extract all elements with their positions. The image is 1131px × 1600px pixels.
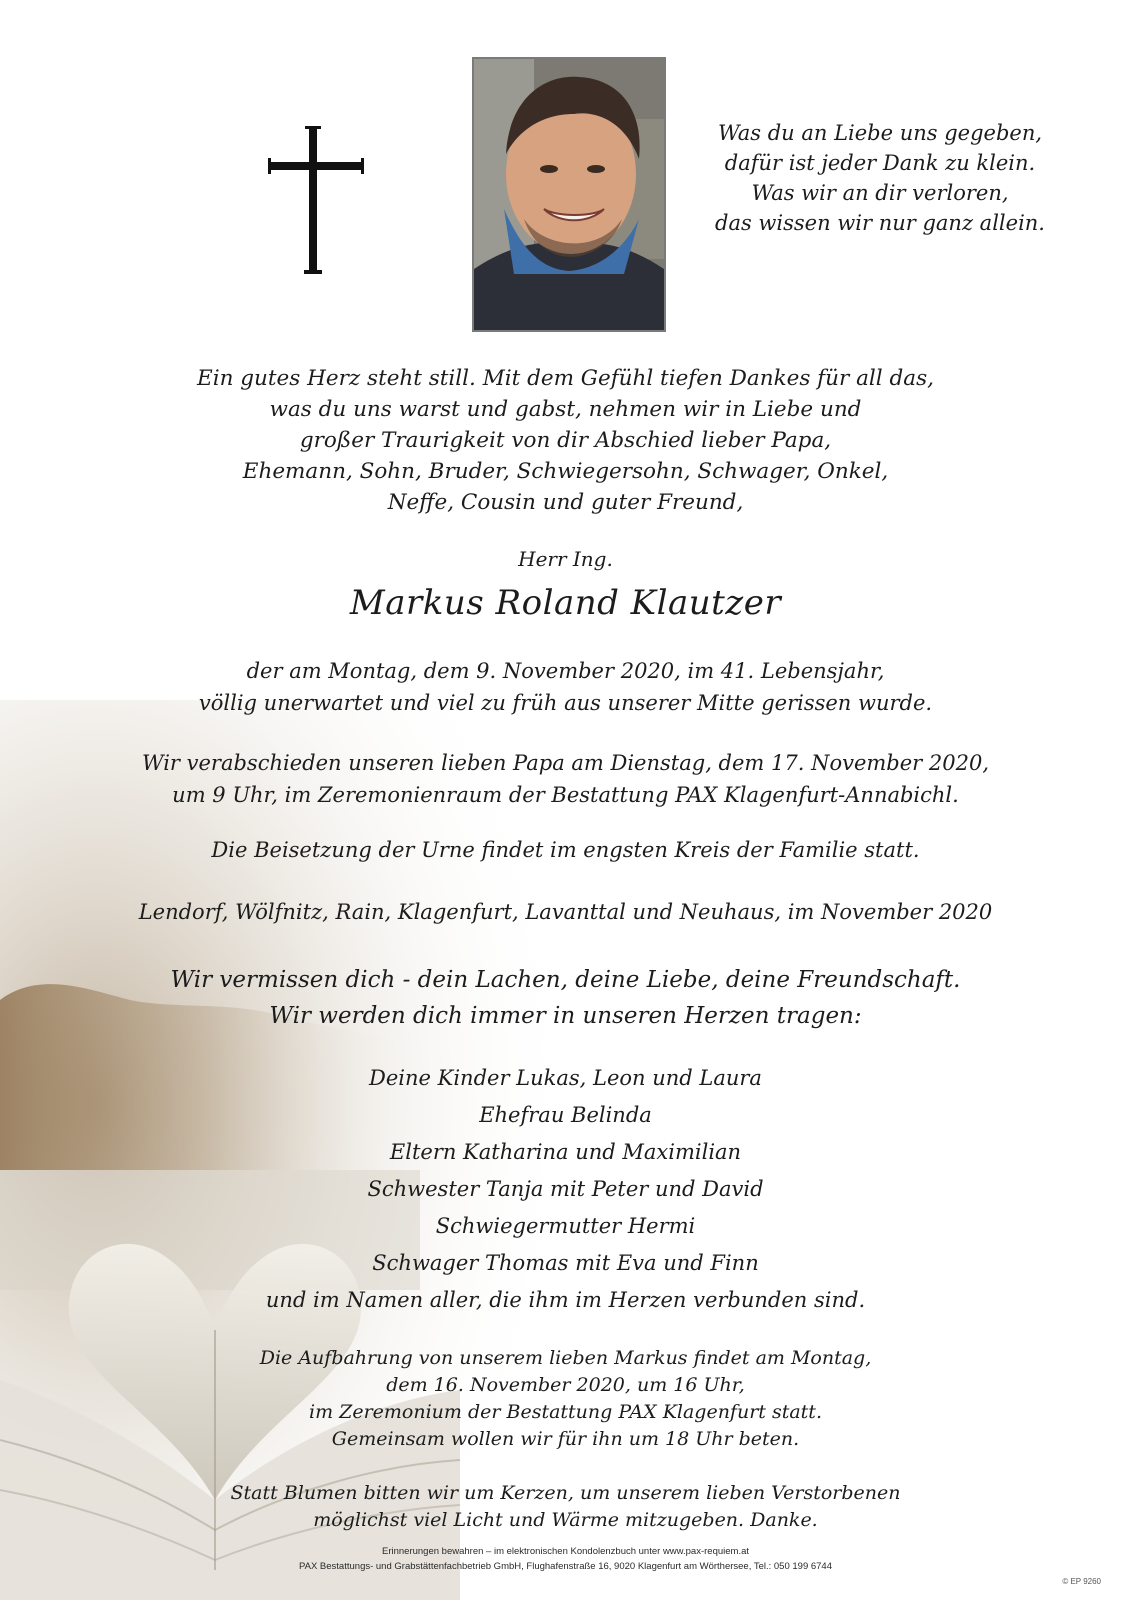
intro-line: Ein gutes Herz steht still. Mit dem Gefühl tiefen Dankes für all das, — [197, 366, 934, 391]
viewing-line: Die Aufbahrung von unserem lieben Markus findet am Montag, — [259, 1347, 872, 1369]
death-notice — [0, 655, 1131, 719]
farewell-notice — [0, 747, 1131, 811]
mourner-item: Eltern Katharina und Maximilian — [389, 1140, 742, 1164]
poem-line: Was wir an dir verloren, — [751, 181, 1009, 205]
footer — [0, 1544, 1131, 1574]
mourners-list — [0, 1060, 1131, 1319]
viewing-line: Gemeinsam wollen wir für ihn um 18 Uhr beten. — [331, 1428, 800, 1450]
portrait-photo — [472, 57, 666, 332]
viewing-line: dem 16. November 2020, um 16 Uhr, — [386, 1374, 745, 1396]
mourner-item: Ehefrau Belinda — [479, 1103, 652, 1127]
mourner-item: Schwester Tanja mit Peter und David — [367, 1177, 764, 1201]
urn-notice: Die Beisetzung der Urne findet im engsten Kreis der Familie statt. — [211, 838, 920, 862]
viewing-line: im Zeremonium der Bestattung PAX Klagenfurt statt. — [309, 1401, 822, 1423]
candles-line: möglichst viel Licht und Wärme mitzugeben. Danke. — [313, 1509, 818, 1531]
miss-line: Wir werden dich immer in unseren Herzen tragen: — [269, 1003, 862, 1029]
candles-line: Statt Blumen bitten wir um Kerzen, um unserem lieben Verstorbenen — [230, 1482, 901, 1504]
footer-condolence-line: Erinnerungen bewahren – im elektronischen Kondolenzbuch unter www.pax-requiem.at — [381, 1546, 750, 1557]
footer-company-line: PAX Bestattungs- und Grabstättenfachbetrieb GmbH, Flughafenstraße 16, 9020 Klagenfurt am Wörthersee, Tel.: 050 199 6744 — [298, 1561, 833, 1572]
poem-line: Was du an Liebe uns gegeben, — [717, 121, 1043, 145]
farewell-line: Wir verabschieden unseren lieben Papa am Dienstag, dem 17. November 2020, — [141, 751, 989, 775]
death-notice-line: der am Montag, dem 9. November 2020, im 41. Lebensjahr, — [246, 659, 885, 683]
intro-line: großer Traurigkeit von dir Abschied lieber Papa, — [299, 428, 832, 453]
intro-line: Ehemann, Sohn, Bruder, Schwiegersohn, Schwager, Onkel, — [242, 459, 889, 484]
places-date: Lendorf, Wölfnitz, Rain, Klagenfurt, Lavanttal und Neuhaus, im November 2020 — [138, 900, 993, 924]
intro-paragraph — [0, 363, 1131, 518]
mourner-item: Deine Kinder Lukas, Leon und Laura — [369, 1066, 762, 1090]
miss-message — [0, 962, 1131, 1034]
honorific: Herr Ing. — [518, 547, 613, 571]
print-code: © EP 9260 — [1062, 1577, 1101, 1586]
poem-line: dafür ist jeder Dank zu klein. — [724, 151, 1036, 175]
mourner-item: Schwager Thomas mit Eva und Finn — [372, 1251, 759, 1275]
viewing-notice — [0, 1345, 1131, 1453]
candles-request — [0, 1480, 1131, 1534]
intro-line: was du uns warst und gabst, nehmen wir in Liebe und — [269, 397, 862, 422]
poem-line: das wissen wir nur ganz allein. — [715, 211, 1045, 235]
portrait-illustration — [474, 59, 664, 330]
mourner-item: Schwiegermutter Hermi — [435, 1214, 696, 1238]
miss-line: Wir vermissen dich - dein Lachen, deine Liebe, deine Freundschaft. — [170, 967, 961, 993]
mourner-item: und im Namen aller, die ihm im Herzen verbunden sind. — [265, 1288, 866, 1312]
deceased-name: Markus Roland Klautzer — [349, 583, 782, 623]
poem — [680, 118, 1080, 238]
cross-icon — [268, 126, 364, 276]
death-notice-line: völlig unerwartet und viel zu früh aus unserer Mitte gerissen wurde. — [198, 691, 933, 715]
farewell-line: um 9 Uhr, im Zeremonienraum der Bestattung PAX Klagenfurt-Annabichl. — [172, 783, 959, 807]
intro-line: Neffe, Cousin und guter Freund, — [387, 490, 744, 515]
